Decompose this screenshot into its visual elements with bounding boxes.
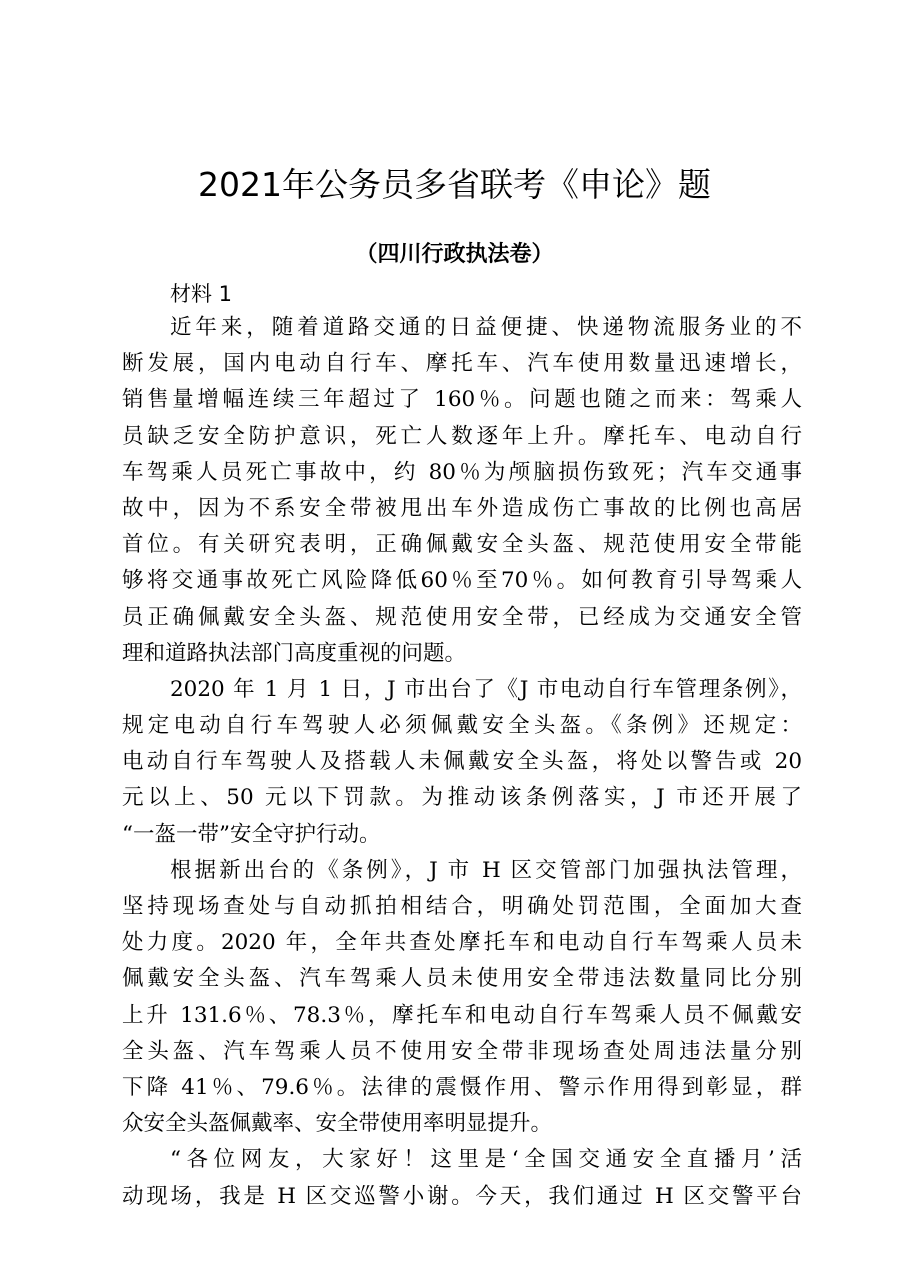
document-body — [122, 310, 802, 1215]
paragraph-line: 佩戴安全头盔、汽车驾乘人员未使用安全带违法数量同比分别 — [122, 966, 802, 992]
paragraph-line: 断发展，国内电动自行车、摩托车、汽车使用数量迅速增长， — [122, 351, 802, 377]
paragraph-line: 坚持现场查处与自动抓拍相结合，明确处罚范围，全面加大查 — [122, 894, 802, 919]
paragraph-line: 员正确佩戴安全头盔、规范使用安全带，已经成为交通安全管 — [122, 604, 802, 630]
paragraph-line: 近年来，随着道路交通的日益便捷、快递物流服务业的不 — [170, 315, 802, 340]
paragraph-line: 理和道路执法部门高度重视的问题。 — [122, 640, 467, 666]
paragraph-line: 车驾乘人员死亡事故中，约 80％为颅脑损伤致死；汽车交通事 — [122, 459, 802, 485]
paragraph-line: “一盔一带”安全守护行动。 — [122, 821, 381, 847]
paragraph-line: “各位网友，大家好！这里是‘全国交通安全直播月’活 — [170, 1147, 802, 1173]
paragraph-line: 电动自行车驾驶人及搭载人未佩戴安全头盔，将处以警告或 20 — [122, 749, 802, 775]
paragraph-line: 故中，因为不系安全带被甩出车外造成伤亡事故的比例也高居 — [122, 495, 802, 521]
section-label: 材料 1 — [170, 282, 233, 306]
paragraph-line: 2020 年 1 月 1 日，J 市出台了《J 市电动自行车管理条例》， — [170, 676, 802, 702]
paragraph-line: 根据新出台的《条例》，J 市 H 区交管部门加强执法管理， — [170, 857, 802, 883]
paragraph-line: 上升 131.6％、78.3％，摩托车和电动自行车驾乘人员不佩戴安 — [122, 1002, 802, 1028]
paragraph-line: 元以上、50 元以下罚款。为推动该条例落实，J 市还开展了 — [122, 785, 802, 811]
paragraph-line: 员缺乏安全防护意识，死亡人数逐年上升。摩托车、电动自行 — [122, 423, 802, 449]
paragraph-line: 下降 41％、79.6％。法律的震慑作用、警示作用得到彰显，群 — [122, 1074, 802, 1100]
paragraph-line: 众安全头盔佩戴率、安全带使用率明显提升。 — [122, 1111, 553, 1137]
paragraph-line: 销售量增幅连续三年超过了 160％。问题也随之而来：驾乘人 — [122, 387, 802, 413]
paragraph-line: 处力度。2020 年，全年共查处摩托车和电动自行车驾乘人员未 — [122, 930, 802, 956]
document-title: 2021年公务员多省联考《申论》题 — [198, 165, 711, 204]
document-subtitle: （四川行政执法卷） — [355, 241, 554, 267]
paragraph-line: 首位。有关研究表明，正确佩戴安全头盔、规范使用安全带能 — [122, 532, 802, 558]
paragraph-line: 动现场，我是 H 区交巡警小谢。今天，我们通过 H 区交警平台 — [122, 1183, 802, 1209]
paragraph-line: 够将交通事故死亡风险降低60％至70％。如何教育引导驾乘人 — [122, 568, 802, 594]
paragraph-line: 规定电动自行车驾驶人必须佩戴安全头盔。《条例》还规定： — [122, 713, 802, 739]
paragraph-line: 全头盔、汽车驾乘人员不使用安全带非现场查处周违法量分别 — [122, 1038, 802, 1064]
